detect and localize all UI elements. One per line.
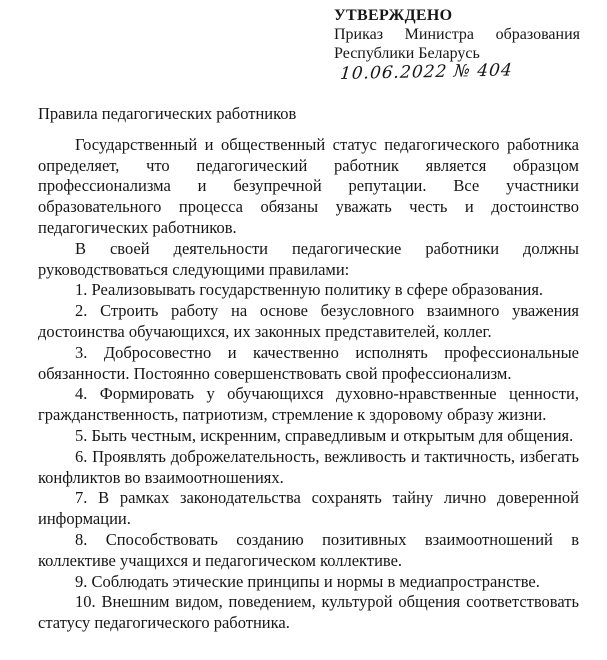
rules-lead-paragraph: В своей деятельности педагогические работники должны руководствоваться следующими правилами:: [38, 238, 579, 279]
rule-item-7: 7. В рамках законодательства сохранять тайну лично доверенной информации.: [38, 488, 579, 529]
document-title: Правила педагогических работников: [38, 104, 297, 123]
rule-item-1: 1. Реализовывать государственную политику в сфере образования.: [75, 280, 544, 300]
document-body: [38, 104, 579, 634]
rule-item-3: 3. Добросовестно и качественно исполнять профессиональные обязанности. Постоянно совершенствовать свой профессионализм.: [38, 342, 579, 383]
rule-item-8: 8. Способствовать созданию позитивных взаимоотношений в коллективе учащихся и педагогическом коллективе.: [38, 529, 579, 570]
rule-item-2: 2. Строить работу на основе безусловного взаимного уважения достоинства обучающихся, их законных представителей, коллег.: [38, 301, 579, 341]
rule-item-4: 4. Формировать у обучающихся духовно-нравственные ценности, гражданственность, патриотизм, стремление к здоровому образу жизни.: [38, 384, 579, 425]
approval-handwritten-date-number: 10.06.2022 № 404: [339, 60, 514, 85]
rule-item-9: 9. Соблюдать этические принципы и нормы в медиапространстве.: [75, 571, 540, 591]
approval-stamp-label: УТВЕРЖДЕНО: [334, 7, 453, 24]
approval-order-text: Приказ Министра образования Республики Беларусь: [334, 26, 580, 62]
intro-paragraph: Государственный и общественный статус педагогического работника определяет, что педагогический работник является образцом профессионализма и безупречной репутации. Все участники образовательного процесса обязаны уважать честь и достоинство педагогических работников.: [38, 134, 579, 237]
rule-item-5: 5. Быть честным, искренним, справедливым и открытым для общения.: [75, 425, 574, 445]
rule-item-6: 6. Проявлять доброжелательность, вежливость и тактичность, избегать конфликтов во взаимоотношениях.: [38, 446, 579, 487]
approval-block: [334, 6, 580, 84]
rule-item-10: 10. Внешним видом, поведением, культурой общения соответствовать статусу педагогического работника.: [38, 592, 579, 633]
